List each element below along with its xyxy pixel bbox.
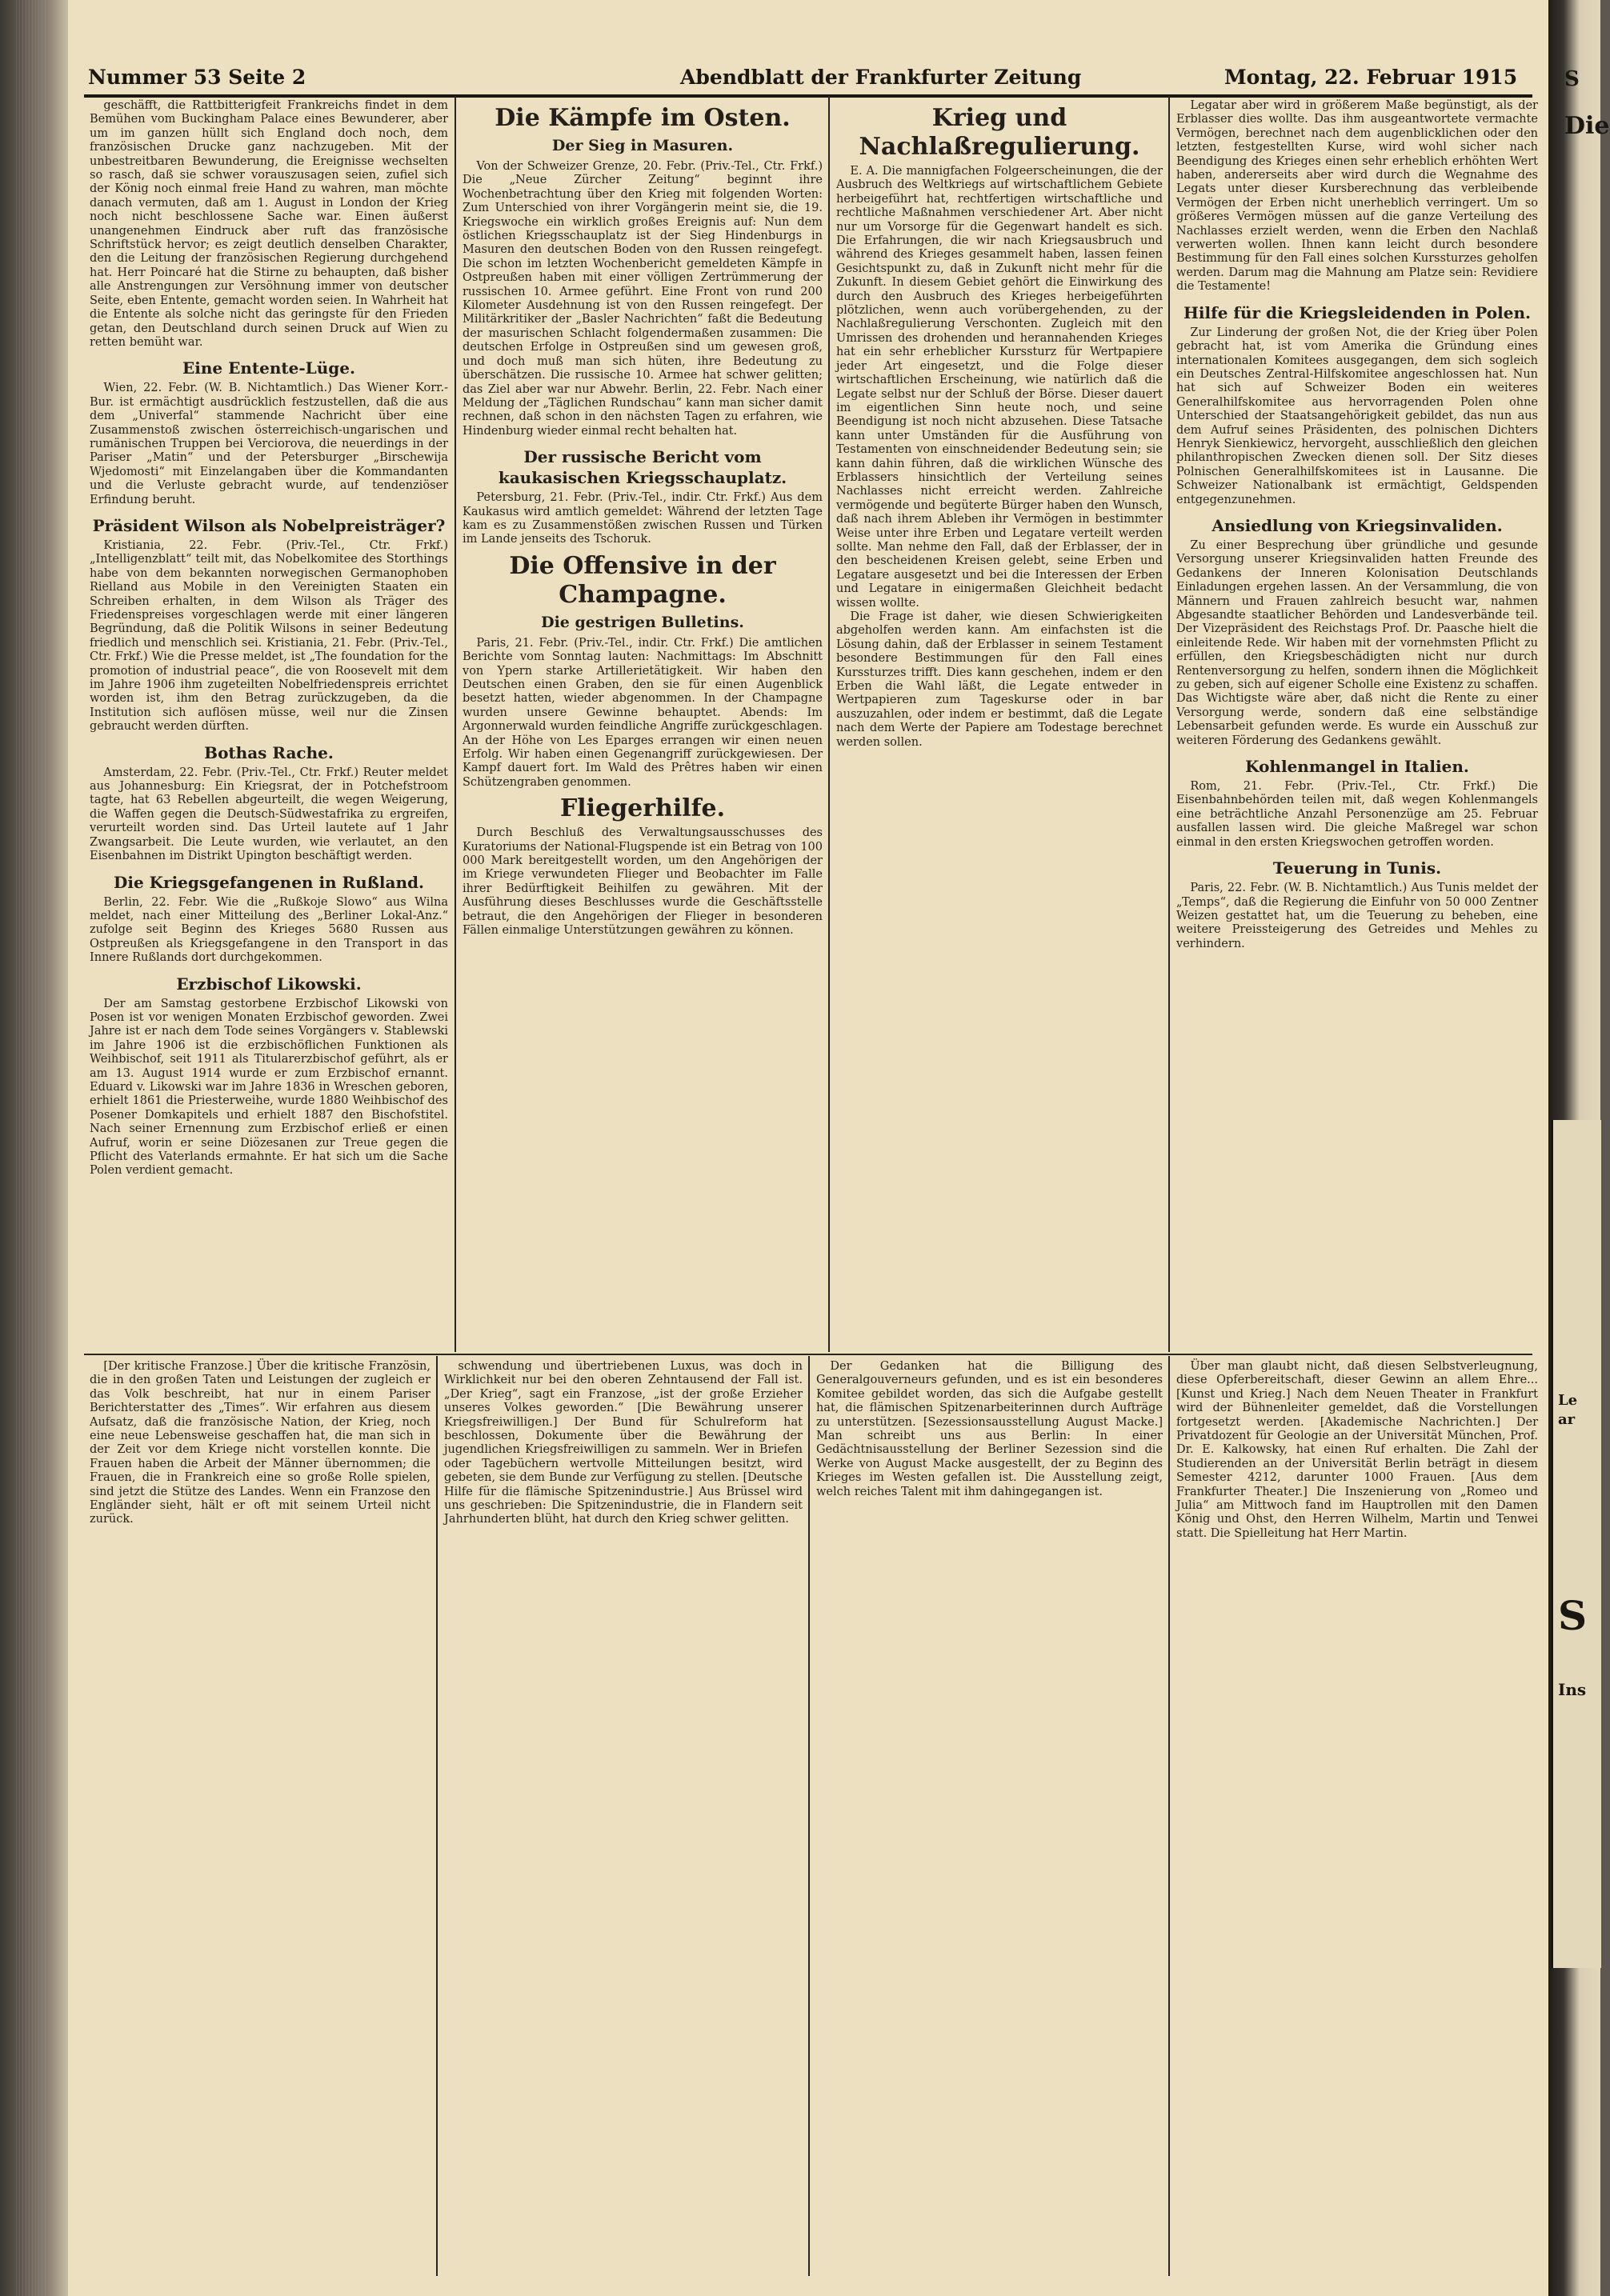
feuilleton-2: schwendung und übertriebenen Luxus, was doch in Wirklichkeit nur bei den oberen Zehntausend der Fall ist. „Der Krieg“, sagt ein Franzose, „ist der große Erzieher unseres Volkes geworden.“ [Die Bewährung unserer Kriegsfreiwilligen.] Der Bund für Schulreform hat beschlossen, Dokumente über die Bewährung der jugendlichen Kriegsfreiwilligen zu sammeln. Wer in Briefen oder Tagebüchern wertvolle Mitteilungen besitzt, wird gebeten, sie dem Bunde zur Verfügung zu stellen. [Deutsche Hilfe für die flämische Spitzenindustrie.] Aus Brüssel wird uns geschrieben: Die Spitzenindustrie, die in Flandern seit Jahrhunderten blüht, hat durch den Krieg schwer gelitten. xyxy=(444,1360,803,1526)
column-2 xyxy=(463,99,823,1351)
flieger-article: Durch Beschluß des Verwaltungsausschusses des Kuratoriums der National-Flugspende ist ein Betrag von 100 000 Mark bereitgestellt worden, um den Angehörigen der im Kriege verwundeten Flieger und Beobachter im Falle ihrer Bedürftigkeit Beihilfen zu gewähren. Mit der Ausführung dieses Beschlusses wurde die Geschäftsstelle betraut, die den Angehörigen der Flieger in besonderen Fällen einmalige Unterstützungen gewähren zu können. xyxy=(463,826,823,938)
sieg-article: Von der Schweizer Grenze, 20. Febr. (Priv.-Tel., Ctr. Frkf.) Die „Neue Zürcher Zeitung“ beginnt ihre Wochenbetrachtung über den Krieg mit folgenden Worten: Zum Unterschied von ihrer Vorgängerin meint sie, die 19. Kriegswoche ein wirklich großes Ereignis auf: Nun dem östlichen Kriegsschauplatz ist der Sieg Hindenburgs in Masuren den deutschen Boden von den Russen reingefegt. Die schon im letzten Wochenbericht gemeldeten Kämpfe in Ostpreußen haben mit einer völligen Zertrümmerung der russischen 10. Armee geführt. Eine Front von rund 200 Kilometer Ausdehnung ist von den Russen reingefegt. Der Militärkritiker der „Basler Nachrichten“ faßt die Bedeutung der masurischen Schlacht folgendermaßen zusammen: Die deutschen Erfolge in Ostpreußen sind um gewesen groß, und doch muß man sich hüten, ihre Bedeutung zu überschätzen. Die russische 10. Armee hat schwer gelitten; das Ziel aber war nur Abwehr. Berlin, 22. Febr. Nach einer Meldung der „Täglichen Rundschau“ kann man sicher damit rechnen, daß schon in den nächsten Tagen zu erfahren, wie Hindenburg wieder einmal recht behalten hat. xyxy=(463,160,823,438)
column-3 xyxy=(836,99,1163,1351)
book-binding xyxy=(0,0,68,2296)
krieg-headline: Krieg und Nachlaßregulierung. xyxy=(859,104,1140,161)
feuilleton-column-4 xyxy=(1176,1360,1538,2272)
champagne-headline: Die Offensive in der Champagne. xyxy=(509,551,776,609)
kohlen-headline: Kohlenmangel in Italien. xyxy=(1245,757,1469,777)
ad-letter-3: S xyxy=(1558,1592,1588,1639)
masthead xyxy=(88,66,1528,94)
krieg-article-cont: Die Frage ist daher, wie diesen Schwierigkeiten abgeholfen werden kann. Am einfachsten ist die Lösung dahin, daß der Erblasser in seinem Testament besondere Bestimmungen für den Fall eines Kurssturzes trifft. Dies kann geschehen, indem er den Erben die Wahl läßt, die Legate entweder in Wertpapieren zum Tageskurse oder in bar auszuzahlen, oder indem er bestimmt, daß die Legate nach dem Werte der Papiere am Todestage berechnet werden sollen. xyxy=(836,610,1163,749)
column-1 xyxy=(90,99,448,1351)
column-rule-3 xyxy=(1168,96,1170,1352)
ad-letter-4: Ins xyxy=(1558,1680,1587,1699)
intro-article: geschäfft, die Rattbitterigfeit Frankreichs findet in dem Bemühen vom Buckingham Palace eines Bewunderer, aber um im ganzen hüllt sich England doch noch, dem französischen Drucke ganz nachzugeben. Mit der unbestreitbaren Bewunderung, die Ereignisse wechselten so rasch, daß sie schwer vorauszusagen seien, zufiel sich der König noch einmal freie Hand zu wahren, man möchte danach vermuten, daß am 1. August in London der Krieg noch nicht beschlossene Sache war. Einen äußerst unangenehmen Eindruck aber ruft das französische Schriftstück hervor; es zeigt deutlich denselben Charakter, den die Leitung der französischen Regierung durchgehend hat. Herr Poincaré hat die Stirne zu behaupten, daß bisher alle Anstrengungen zur Versöhnung immer von deutscher Seite, eben Entente, gemacht worden seien. In Wahrheit hat die Entente als solche nicht das geringste für den Frieden getan, den Deutschland durch seinen Druck auf Wien zu retten bemüht war. xyxy=(90,99,448,349)
legatar-article: Legatar aber wird in größerem Maße begünstigt, als der Erblasser dies wollte. Das ihm ausgeantwortete vermachte Vermögen, berechnet nach dem augenblicklichen oder den letzten, festgestellten Kurse, wird wohl sicher nach Beendigung des Krieges einen sehr erheblich erhöhten Wert haben, andererseits aber wird durch die Wegnahme des Legats unter dieser Kursberechnung das verbleibende Vermögen der Erben nicht unerheblich verringert. Um so größeres Vermögen müssen auf die ganze Verteilung des Nachlasses erzielt werden, wenn die Erben den Nachlaß verwerten wollen. Ihnen kann leicht durch besondere Bestimmung für den Fall eines solchen Kurssturzes geholfen werden. Darum mag die Mahnung am Platze sein: Revidiere die Testamente! xyxy=(1176,99,1538,294)
column-rule-2 xyxy=(828,96,830,1352)
edge-page-letter: S xyxy=(1564,67,1580,91)
fold-rule xyxy=(84,1354,1532,1355)
masthead-rule xyxy=(84,94,1532,98)
feuilleton-column-1 xyxy=(90,1360,431,2272)
champagne-article: Paris, 21. Febr. (Priv.-Tel., indir. Ctr. Frkf.) Die amtlichen Berichte vom Sonntag lauten: Nachmittags: Im Abschnitt von Ypern starke Artillerietätigkeit. Wir haben den Deutschen einen Graben, den sie für einen Augenblick besetzt hatten, wieder abgenommen. In der Champagne wurden unsere Gewinne behauptet. Abends: Im Argonnerwald wurden feindliche Angriffe zurückgeschlagen. An der Höhe von Les Eparges errangen wir einen neuen Erfolg. Wir haben einen Gegenangriff zurückgewiesen. Der Kampf dauert fort. Im Wald des Prêtres haben wir einen Schützengraben genommen. xyxy=(463,636,823,789)
newspaper-title: Abendblatt der Frankfurter Zeitung xyxy=(680,66,1082,89)
kaukasus-article: Petersburg, 21. Febr. (Priv.-Tel., indir. Ctr. Frkf.) Aus dem Kaukasus wird amtlich gemeldet: Während der letzten Tage kam es zu Zusammenstößen zwischen Russen und Türken im Lande jenseits des Tschoruk. xyxy=(463,491,823,546)
feuilleton-column-2 xyxy=(444,1360,803,2272)
bulletins-subheadline: Die gestrigen Bulletins. xyxy=(541,613,744,631)
issue-number: Nummer 53 Seite 2 xyxy=(88,66,306,89)
tunis-headline: Teuerung in Tunis. xyxy=(1272,858,1442,878)
botha-article: Amsterdam, 22. Febr. (Priv.-Tel., Ctr. Frkf.) Reuter meldet aus Johannesburg: Ein Kriegsrat, der in Potchefstroom tagte, hat 63 Rebellen abgeurteilt, die wegen Weigerung, die Waffen gegen die Deutsch-Südwestafrika zu ergreifen, verurteilt worden sind. Das Urteil lautete auf 1 Jahr Zwangsarbeit. Die Leute wurden, wie verlautet, an den Eisenbahnen im Distrikt Upington beschäftigt werden. xyxy=(90,766,448,863)
feuilleton-4: Über man glaubt nicht, daß diesen Selbstverleugnung, diese Opferbereitschaft, dieser Gewinn an allem Ehre... [Kunst und Krieg.] Nach dem Neuen Theater in Frankfurt wird der Bühnenleiter gemeldet, daß die Vorstellungen fortgesetzt werden. [Akademische Nachrichten.] Der Privatdozent für Geologie an der Universität München, Prof. Dr. E. Kalkowsky, hat einen Ruf erhalten. Die Zahl der Studierenden an der Universität Berlin beträgt in diesem Semester 4212, darunter 1000 Frauen. [Aus dem Frankfurter Theater.] Die Inszenierung von „Romeo und Julia“ am Mittwoch fand im Hauptrollen mit den Damen König und Ohst, den Herren Wilhelm, Martin und Tenwei statt. Die Spielleitung hat Herr Martin. xyxy=(1176,1360,1538,1540)
column-rule-1 xyxy=(455,96,456,1352)
polen-headline: Hilfe für die Kriegsleidenden in Polen. xyxy=(1183,302,1531,322)
likowski-article: Der am Samstag gestorbene Erzbischof Likowski von Posen ist vor wenigen Monaten Erzbischof geworden. Zwei Jahre ist er nach dem Tode seines Vorgängers v. Stablewski im Jahre 1906 ist die erzbischöflichen Funktionen als Weihbischof, seit 1911 als Titularerzbischof geführt, als er am 13. August 1914 wurde er zum Erzbischof ernannt. Eduard v. Likowski war im Jahre 1836 in Wreschen geboren, erhielt 1861 die Priesterweihe, wurde 1880 Weihbischof des Posener Domkapitels und erhielt 1887 den Bischofstitel. Nach seiner Ernennung zum Erzbischof erließ er einen Aufruf, worin er seine Diözesanen zur Treue gegen die Pflicht des Vaterlands ermahnte. Er hat sich um die Sache Polen verdient gemacht. xyxy=(90,997,448,1178)
wilson-article: Kristiania, 22. Febr. (Priv.-Tel., Ctr. Frkf.) „Intelligenzblatt“ teilt mit, das Nobelkomitee des Storthings habe von dem bekannten norwegischen Germanophoben Rielland aus Mobile in den Vereinigten Staaten ein Schreiben erhalten, in dem Wilson als Träger des Friedenspreises vorgeschlagen werde mit einer längeren Begründung, daß die Politik Wilsons in seiner Bedeutung friedlich und menschlich sei. Kristiania, 21. Febr. (Priv.-Tel., Ctr. Frkf.) Wie die Presse meldet, ist „The foundation for the promotion of industrial peace“, die von Roosevelt mit dem im Jahre 1906 ihm zugeteilten Nobelfriedenspreis errichtet worden ist, ihm den Betrag zurückzugeben, da die Institution sich auflösen müsse, weil nur die Zinsen gebraucht werden dürften. xyxy=(90,538,448,734)
entente-article: Wien, 22. Febr. (W. B. Nichtamtlich.) Das Wiener Korr.-Bur. ist ermächtigt ausdrücklich festzustellen, daß die aus dem „Univerfal“ stammende Nachricht über eine Zusammenstoß zwischen österreichisch-ungarischen und rumänischen Truppen bei Verciorova, die neuerdings in der Pariser „Matin“ und der Petersburger „Birschewija Wjedomosti“ mit Einzelangaben über die Kommandanten und die Verluste gebracht wurde, auf tendenziöser Erfindung beruht. xyxy=(90,382,448,506)
feuilleton-1: [Der kritische Franzose.] Über die kritische Französin, die in den großen Taten und Leistungen der zugleich er das Volk beschreibt, hat nur in einem Pariser Berichterstatter des „Times“. Wir erfahren aus diesem Aufsatz, daß die französische Nation, der Krieg, noch eine neue Lebensweise geschaffen hat, die man sich in der Zeit vor dem Kriege nicht vorstellen konnte. Die Frauen haben die Arbeit der Männer übernommen; die Frauen, die in Frankreich eine so große Rolle spielen, sind jetzt die Stütze des Landes. Wenn ein Franzose den Engländer sieht, hält er oft mit seinem Urteil nicht zurück. xyxy=(90,1360,431,1526)
flieger-headline: Fliegerhilfe. xyxy=(559,794,726,823)
entente-headline: Eine Entente-Lüge. xyxy=(182,358,355,378)
column-rule-4 xyxy=(436,1356,438,2276)
ansiedlung-headline: Ansiedlung von Kriegsinvaliden. xyxy=(1212,515,1503,535)
column-rule-5 xyxy=(808,1356,810,2276)
botha-headline: Bothas Rache. xyxy=(204,742,334,762)
kaempfe-headline: Die Kämpfe im Osten. xyxy=(495,104,791,132)
issue-date: Montag, 22. Februar 1915 xyxy=(1224,66,1518,89)
column-rule-6 xyxy=(1168,1356,1170,2276)
kaukasus-headline: Der russische Bericht vom kaukasischen Kriegsschauplatz. xyxy=(498,447,787,488)
sieg-subheadline: Der Sieg in Masuren. xyxy=(551,137,734,154)
ansiedlung-article: Zu einer Besprechung über gründliche und gesunde Versorgung unserer Kriegsinvaliden hatten Freunde des Gedankens der Inneren Kolonisation Deutschlands Einladungen ergehen lassen. An der Versammlung, die von Männern und Frauen zahlreich besucht war, nahmen Abgesandte staatlicher Behörden und Landesverbände teil. Der Vizepräsident des Reichstags Prof. Dr. Paasche hielt die einleitende Rede. Wir haben mit der vornehmsten Pflicht zu erfüllen, den Kriegsbeschädigten nicht nur durch Rentenversorgung zu helfen, sondern ihnen die Möglichkeit zu geben, sich auf eigener Scholle eine Existenz zu schaffen. Das Wichtigste wäre aber, daß nicht die Rente zu einer Versorgung werde, sondern daß eine selbständige Lebensarbeit gefunden werde. Es wurde ein Ausschuß zur weiteren Förderung des Gedankens gewählt. xyxy=(1176,538,1538,747)
edge-advertisement xyxy=(1551,1120,1601,1968)
feuilleton-3: Der Gedanken hat die Billigung des Generalgouverneurs gefunden, und es ist ein besonderes Komitee gebildet worden, das sich die Aufgabe gestellt hat, die flämischen Spitzenarbeiterinnen durch Aufträge zu unterstützen. [Sezessionsausstellung August Macke.] Man schreibt uns aus Berlin: In einer Gedächtnisausstellung der Berliner Sezession sind die Werke von August Macke ausgestellt, der zu Beginn des Krieges im Westen gefallen ist. Die Ausstellung zeigt, welch reiches Talent mit ihm dahingegangen ist. xyxy=(816,1360,1163,1498)
ad-letter-1: Le xyxy=(1558,1392,1578,1409)
edge-heading: Die xyxy=(1564,112,1610,140)
polen-article: Zur Linderung der großen Not, die der Krieg über Polen gebracht hat, ist vom Amerika die Gründung eines internationalen Komitees ausgegangen, dem sich sogleich ein Deutsches Zentral-Hilfskomitee angeschlossen hat. Nun hat sich auf Schweizer Boden ein weiteres Generalhilfskomitee aus hervorragenden Polen ohne Unterschied der Staatsangehörigkeit gebildet, das nun aus dem Aufruf seines Präsidenten, des polnischen Dichters Henryk Sienkiewicz, hervorgeht, ausschließlich den gleichen philanthropischen Zwecken dienen soll. Der Sitz dieses Polnischen Generalhilfskomitees ist in Lausanne. Die Schweizer Nationalbank ist ermächtigt, Geldspenden entgegenzunehmen. xyxy=(1176,326,1538,506)
kohlen-article: Rom, 21. Febr. (Priv.-Tel., Ctr. Frkf.) Die Eisenbahnbehörden teilen mit, daß wegen Kohlenmangels eine beträchtliche Anzahl Personenzüge am 25. Februar ausfallen lassen wird. Die gleiche Maßregel war schon einmal in den ersten Kriegswochen getroffen worden. xyxy=(1176,780,1538,849)
gefangene-article: Berlin, 22. Febr. Wie die „Rußkoje Slowo“ aus Wilna meldet, nach einer Mitteilung des „Berliner Lokal-Anz.“ zufolge seit Beginn des Krieges 5680 Russen aus Ostpreußen als Kriegsgefangene in den Transport in das Innere Rußlands dort durchgekommen. xyxy=(90,895,448,965)
feuilleton-column-3 xyxy=(816,1360,1163,2272)
krieg-article: E. A. Die mannigfachen Folgeerscheinungen, die der Ausbruch des Weltkriegs auf wirtschaftlichem Gebiete herbeigeführt hat, rechtfertigen wirtschaftliche und rechtliche Maßnahmen verschiedener Art. Aber nicht nur um Vorsorge für die Gegenwart handelt es sich. Die Erfahrungen, die wir nach Kriegsausbruch und während des Krieges gesammelt haben, lassen feinen Gesichtspunkt zu, daß in Zukunft nicht mehr für die Zukunft. In diesem Gebiet gehört die Einwirkung des durch den Ausbruch des Krieges herbeigeführten plötzlichen, wenn auch vorübergehenden, zu der Nachlaßregulierung Verschonten. Zugleich mit den Umrissen des drohenden und herannahenden Krieges hat ein sehr erheblicher Kurssturz für Wertpapiere jeder Art eingesetzt, und die Folge dieser wirtschaftlichen Erscheinung, wie natürlich daß die Legate selbst nur der Schluß der Börse. Dieser dauert im eigentlichen Sinn heute noch, und seine Beendigung ist noch nicht abzusehen. Diese Tatsache kann unter Umständen für die Ausführung von Testamenten von einschneidender Bedeutung sein; sie kann dahin führen, daß die wirklichen Wünsche des Erblassers hinsichtlich der Verteilung seines Nachlasses nicht erreicht werden. Zahlreiche vermögende und begüterte Bürger haben den Wunsch, daß nach ihrem Ableben ihr Vermögen in bestimmter Weise unter ihre Erben und Legatare verteilt werden sollte. Man nehme den Fall, daß der Erblasser, der in den bescheidenen Kreisen gelebt, seine Erben und Legatare ausgesetzt und bei die Interessen der Erben und Legatare in einigermaßen Gleichheit bedacht wissen wollte. xyxy=(836,165,1163,610)
tunis-article: Paris, 22. Febr. (W. B. Nichtamtlich.) Aus Tunis meldet der „Temps“, daß die Regierung die Einfuhr von 50 000 Zentner Weizen gestattet hat, um die Teuerung zu beheben, eine weitere Preissteigerung des Getreides und Mehles zu verhindern. xyxy=(1176,882,1538,950)
column-4 xyxy=(1176,99,1538,1351)
likowski-headline: Erzbischof Likowski. xyxy=(176,974,362,994)
ad-letter-2: ar xyxy=(1558,1411,1576,1428)
gefangene-headline: Die Kriegsgefangenen in Rußland. xyxy=(114,872,424,892)
wilson-headline: Präsident Wilson als Nobelpreisträger? xyxy=(92,515,446,535)
